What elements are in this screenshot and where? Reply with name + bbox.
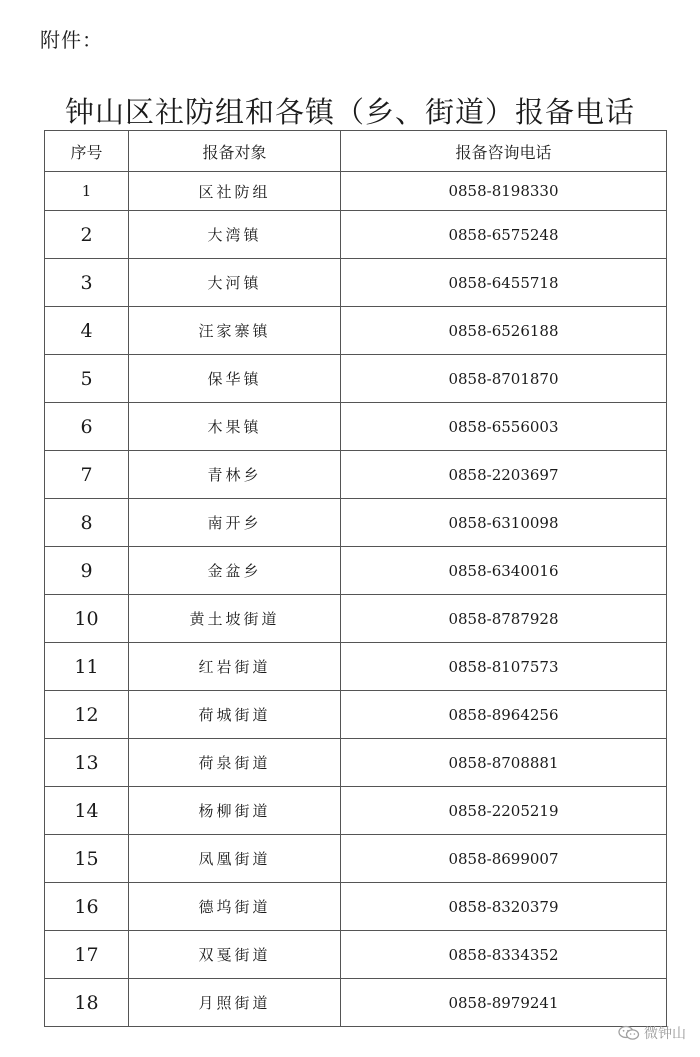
row-report-target: 德坞街道: [129, 883, 341, 931]
header-report-target: 报备对象: [129, 131, 341, 172]
row-phone: 0858-6575248: [341, 211, 667, 259]
table-row: [45, 787, 667, 835]
table-row: [45, 307, 667, 355]
row-phone: 0858-8699007: [341, 835, 667, 883]
row-report-target: 大湾镇: [129, 211, 341, 259]
table-row: [45, 547, 667, 595]
row-report-target: 红岩街道: [129, 643, 341, 691]
row-report-target: 杨柳街道: [129, 787, 341, 835]
row-report-target: 木果镇: [129, 403, 341, 451]
row-phone: 0858-6310098: [341, 499, 667, 547]
row-report-target: 保华镇: [129, 355, 341, 403]
row-phone: 0858-8979241: [341, 979, 667, 1027]
row-report-target: 黄土坡街道: [129, 595, 341, 643]
row-phone: 0858-2203697: [341, 451, 667, 499]
row-phone: 0858-8964256: [341, 691, 667, 739]
table-row: [45, 739, 667, 787]
table-header-row: [45, 131, 667, 172]
row-report-target: 南开乡: [129, 499, 341, 547]
row-serial-number: 5: [45, 355, 129, 403]
table-row: [45, 451, 667, 499]
row-phone: 0858-6556003: [341, 403, 667, 451]
table-row: [45, 883, 667, 931]
table-row: [45, 211, 667, 259]
row-report-target: 双戛街道: [129, 931, 341, 979]
row-serial-number: 12: [45, 691, 129, 739]
row-serial-number: 17: [45, 931, 129, 979]
table-row: [45, 691, 667, 739]
document-title: 钟山区社防组和各镇（乡、街道）报备电话: [64, 95, 635, 129]
row-report-target: 青林乡: [129, 451, 341, 499]
wechat-icon: [618, 1025, 640, 1041]
attachment-label: 附件：: [40, 28, 103, 52]
table-body: [45, 172, 667, 1027]
row-serial-number: 4: [45, 307, 129, 355]
row-report-target: 区社防组: [129, 172, 341, 211]
row-report-target: 月照街道: [129, 979, 341, 1027]
row-serial-number: 13: [45, 739, 129, 787]
row-phone: 0858-6455718: [341, 259, 667, 307]
row-report-target: 荷泉街道: [129, 739, 341, 787]
header-serial-number: 序号: [45, 131, 129, 172]
table-row: [45, 259, 667, 307]
row-serial-number: 2: [45, 211, 129, 259]
row-phone: 0858-6340016: [341, 547, 667, 595]
table-row: [45, 403, 667, 451]
table-row: [45, 835, 667, 883]
row-phone: 0858-8708881: [341, 739, 667, 787]
row-phone: 0858-2205219: [341, 787, 667, 835]
row-serial-number: 1: [45, 172, 129, 211]
row-report-target: 荷城街道: [129, 691, 341, 739]
row-phone: 0858-6526188: [341, 307, 667, 355]
row-serial-number: 6: [45, 403, 129, 451]
watermark: [618, 1023, 686, 1043]
table-row: [45, 355, 667, 403]
table-row: [45, 172, 667, 211]
row-serial-number: 8: [45, 499, 129, 547]
contact-table: [44, 130, 667, 1027]
table-row: [45, 931, 667, 979]
row-serial-number: 11: [45, 643, 129, 691]
row-serial-number: 7: [45, 451, 129, 499]
table-row: [45, 595, 667, 643]
row-phone: 0858-8787928: [341, 595, 667, 643]
row-report-target: 金盆乡: [129, 547, 341, 595]
row-phone: 0858-8701870: [341, 355, 667, 403]
row-serial-number: 10: [45, 595, 129, 643]
row-phone: 0858-8334352: [341, 931, 667, 979]
row-phone: 0858-8320379: [341, 883, 667, 931]
row-report-target: 汪家寨镇: [129, 307, 341, 355]
row-serial-number: 3: [45, 259, 129, 307]
row-serial-number: 16: [45, 883, 129, 931]
row-report-target: 凤凰街道: [129, 835, 341, 883]
row-serial-number: 18: [45, 979, 129, 1027]
row-serial-number: 14: [45, 787, 129, 835]
row-serial-number: 15: [45, 835, 129, 883]
row-report-target: 大河镇: [129, 259, 341, 307]
table-row: [45, 979, 667, 1027]
watermark-text: 微钟山: [644, 1026, 686, 1042]
row-phone: 0858-8107573: [341, 643, 667, 691]
row-serial-number: 9: [45, 547, 129, 595]
table-row: [45, 499, 667, 547]
header-phone: 报备咨询电话: [341, 131, 667, 172]
row-phone: 0858-8198330: [341, 172, 667, 211]
table-row: [45, 643, 667, 691]
